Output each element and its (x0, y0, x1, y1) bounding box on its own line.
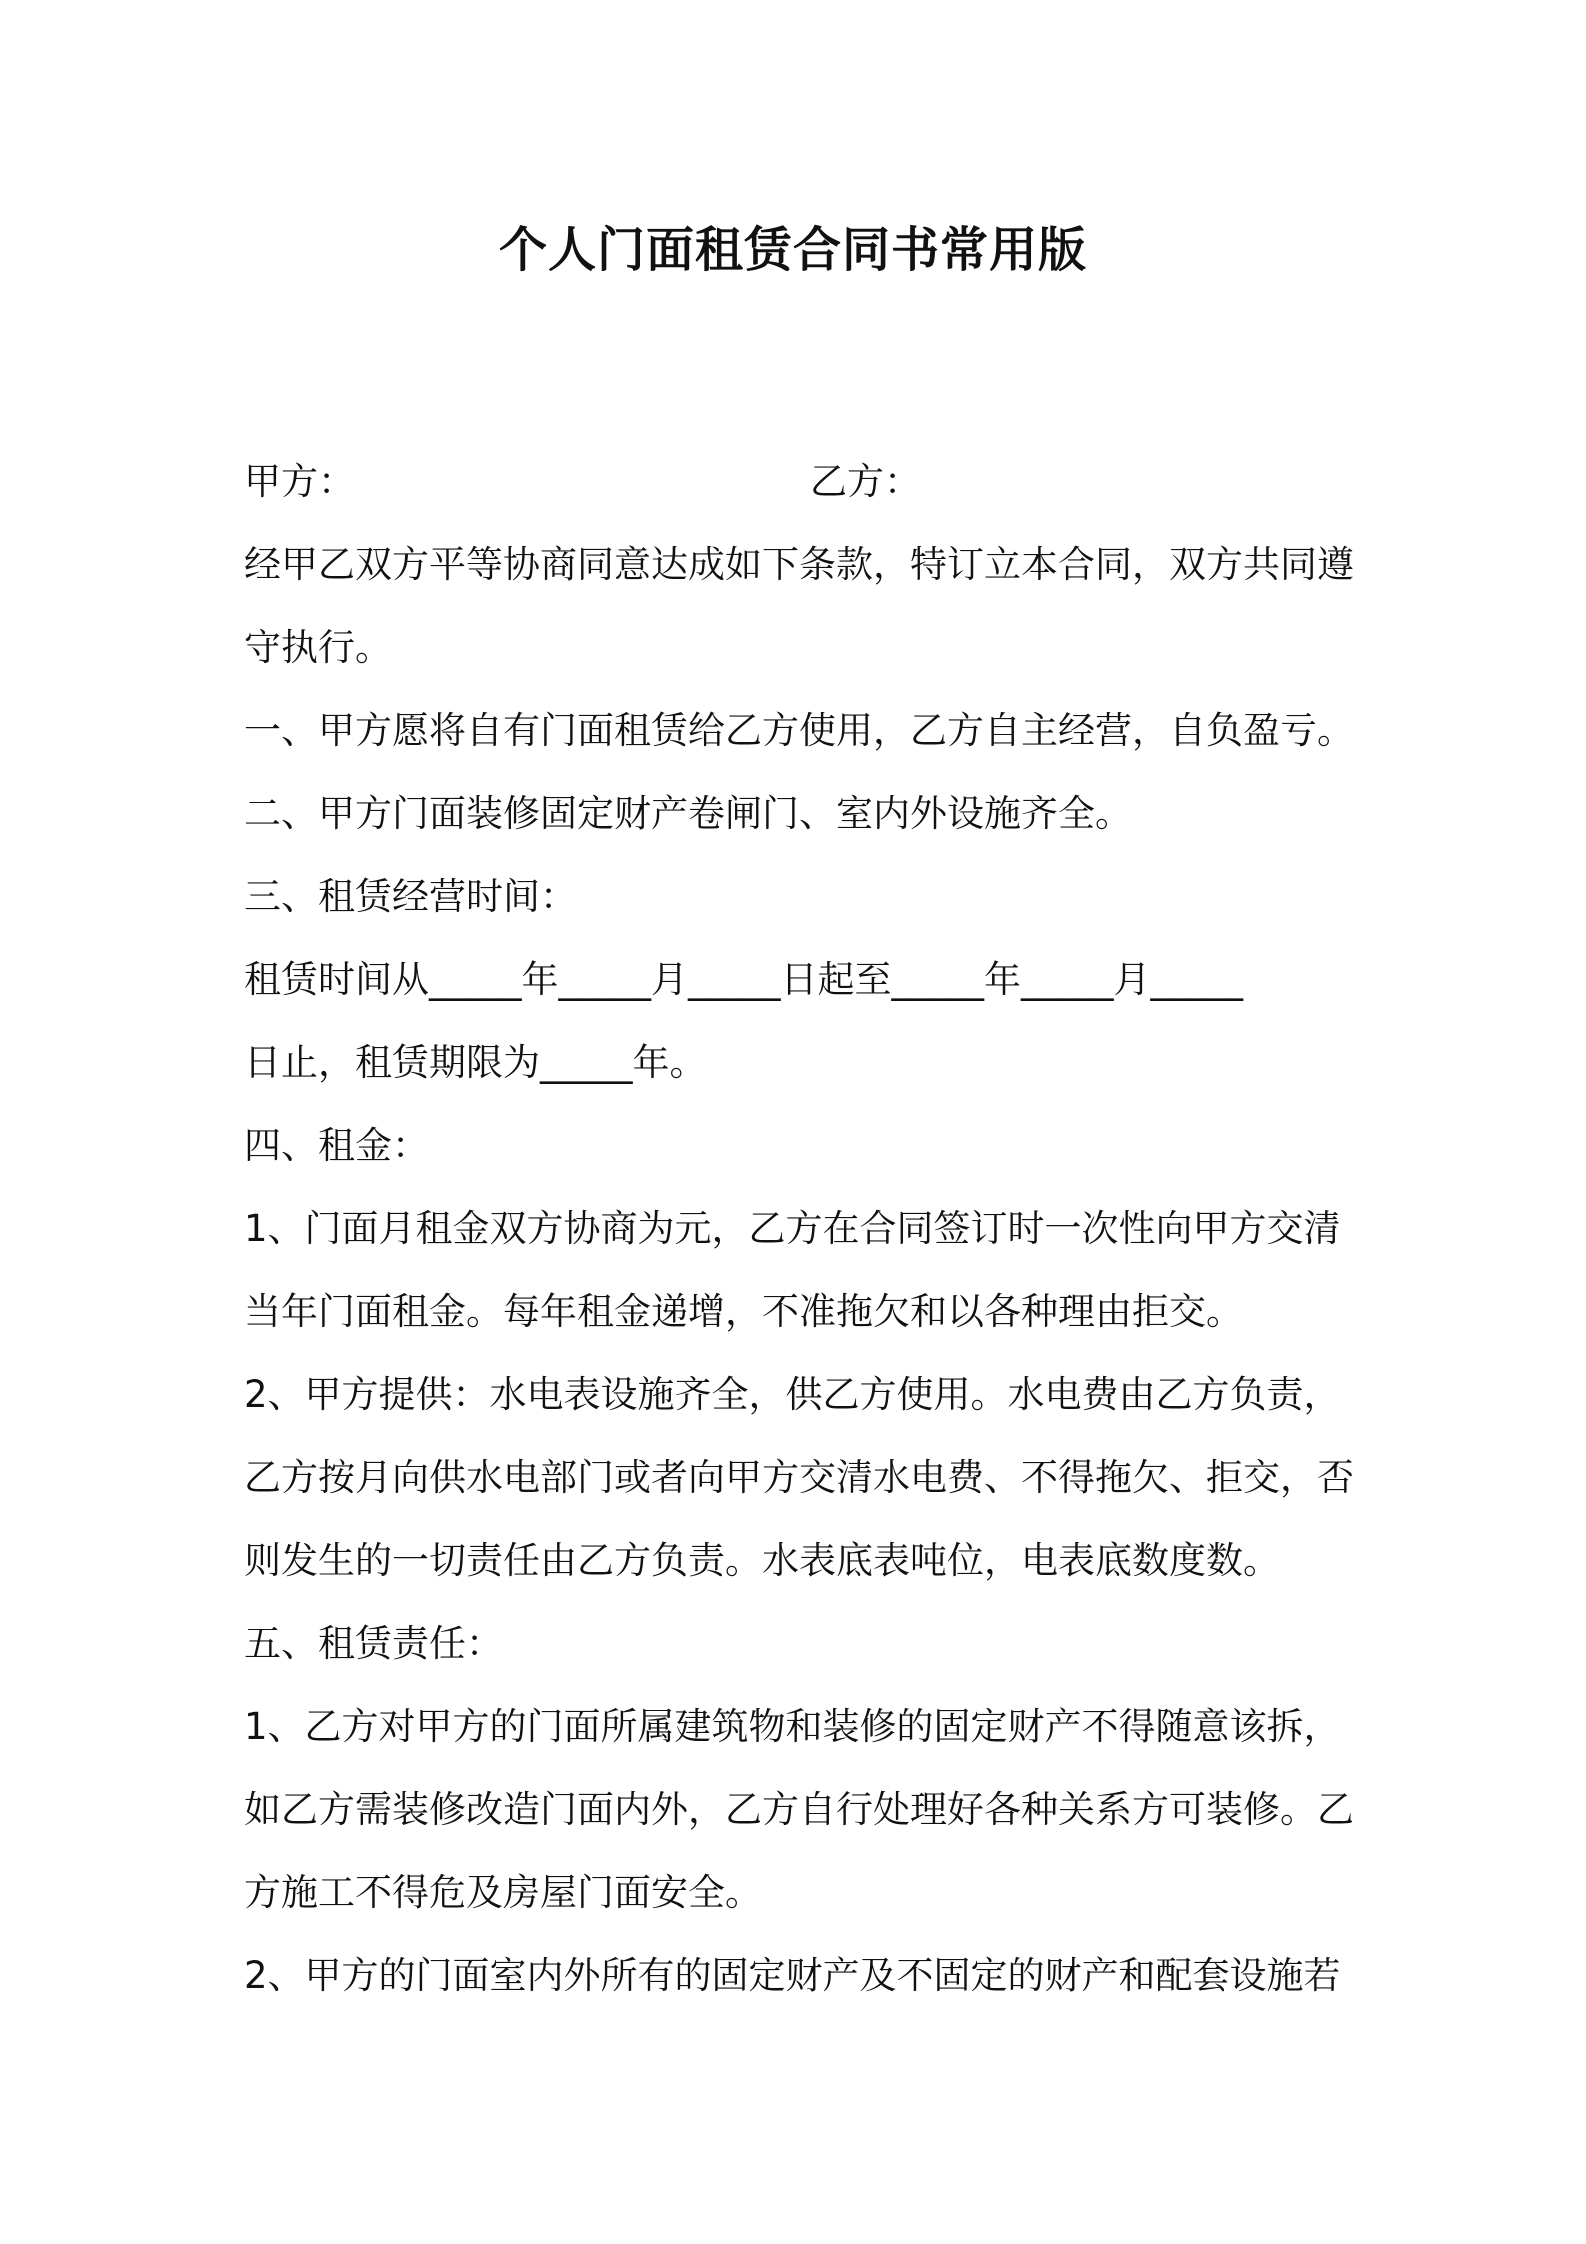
text-line: 经甲乙双方平等协商同意达成如下条款，特订立本合同，双方共同遵 (244, 543, 1354, 586)
document-title: 个人门面租赁合同书常用版 (498, 222, 1087, 278)
text-line: 则发生的一切责任由乙方负责。水表底表吨位，电表底数度数。 (244, 1539, 1280, 1582)
clause-1: 一、甲方愿将自有门面租赁给乙方使用，乙方自主经营，自负盈亏。 (244, 709, 1354, 752)
text-line: 方施工不得危及房屋门面安全。 (244, 1871, 762, 1914)
text-line: 乙方按月向供水电部门或者向甲方交清水电费、不得拖欠、拒交，否 (244, 1456, 1354, 1499)
text-line: 1、门面月租金双方协商为元，乙方在合同签订时一次性向甲方交清 (244, 1207, 1341, 1250)
clause-3-heading: 三、租赁经营时间： (244, 875, 577, 918)
text-line: 1、乙方对甲方的门面所属建筑物和装修的固定财产不得随意该拆， (244, 1705, 1341, 1748)
clause-2: 二、甲方门面装修固定财产卷闸门、室内外设施齐全。 (244, 792, 1132, 835)
clause-5-heading: 五、租赁责任： (244, 1622, 503, 1665)
text-line: 租赁时间从_____年_____月_____日起至_____年_____月_____ (244, 958, 1243, 1001)
party-a-label: 甲方： (244, 460, 355, 503)
text-line: 日止，租赁期限为_____年。 (244, 1041, 707, 1084)
text-line: 2、甲方的门面室内外所有的固定财产及不固定的财产和配套设施若 (244, 1954, 1341, 1997)
text-line: 2、甲方提供：水电表设施齐全，供乙方使用。水电费由乙方负责， (244, 1373, 1341, 1416)
party-b-label: 乙方： (810, 460, 921, 503)
parties-row (244, 440, 1356, 523)
text-line: 当年门面租金。每年租金递增，不准拖欠和以各种理由拒交。 (244, 1290, 1243, 1333)
text-line: 如乙方需装修改造门面内外，乙方自行处理好各种关系方可装修。乙 (244, 1788, 1354, 1831)
text-line: 守执行。 (244, 626, 392, 669)
document-body (244, 440, 1356, 2017)
clause-4-heading: 四、租金： (244, 1124, 429, 1167)
